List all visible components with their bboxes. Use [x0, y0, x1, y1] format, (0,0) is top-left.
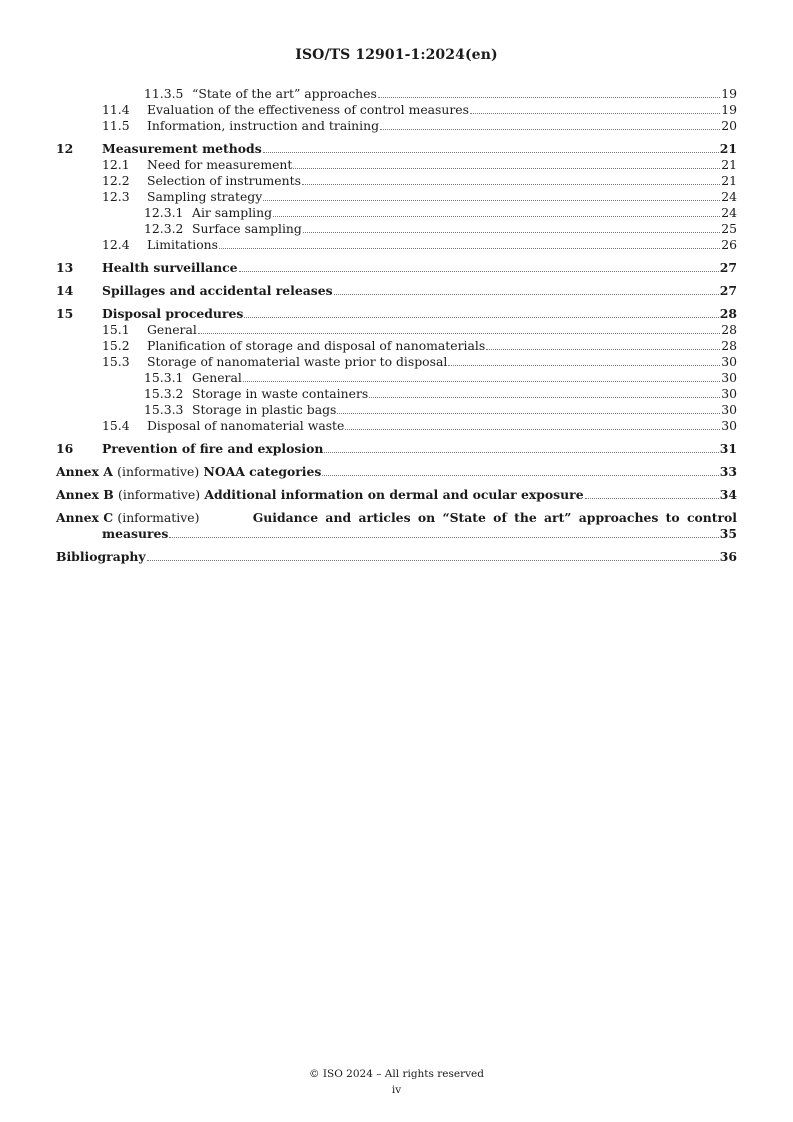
annex-tag: (informative)	[117, 510, 200, 525]
toc-number: 15.3	[102, 354, 130, 369]
toc-page: 19	[721, 86, 737, 101]
toc-entry-15-3-1[interactable]	[56, 370, 737, 386]
table-of-contents	[56, 86, 737, 565]
toc-number: 11.5	[102, 118, 130, 133]
toc-entry-16[interactable]	[56, 441, 737, 457]
dot-leader	[322, 474, 718, 476]
toc-entry-annex-c[interactable]	[56, 510, 737, 542]
toc-page: 30	[721, 402, 737, 417]
dot-leader	[470, 112, 720, 114]
annex-title-continuation	[56, 526, 737, 542]
dot-leader	[147, 559, 719, 561]
toc-number: 12.3.2	[144, 221, 184, 236]
toc-number: 12.3.1	[144, 205, 184, 220]
dot-leader	[198, 332, 720, 334]
dot-leader	[302, 183, 720, 185]
toc-page: 27	[719, 283, 737, 298]
toc-number: 12.2	[102, 173, 130, 188]
toc-number: 15.3.3	[144, 402, 184, 417]
toc-number: 15.2	[102, 338, 130, 353]
toc-title: “State of the art” approaches	[192, 86, 377, 101]
page-number: iv	[391, 1084, 402, 1096]
toc-page: 34	[719, 487, 737, 502]
toc-title: Spillages and accidental releases	[102, 283, 333, 298]
dot-leader	[585, 497, 719, 499]
annex-heading	[56, 464, 321, 480]
toc-page: 21	[721, 157, 737, 172]
toc-page: 30	[721, 354, 737, 369]
toc-title: Bibliography	[56, 549, 146, 564]
toc-number: 12.3	[102, 189, 130, 204]
toc-page: 26	[721, 237, 737, 252]
dot-leader	[380, 128, 720, 130]
toc-entry-13[interactable]	[56, 260, 737, 276]
toc-entry-12-3-1[interactable]	[56, 205, 737, 221]
toc-page: 19	[721, 102, 737, 117]
toc-page: 20	[721, 118, 737, 133]
toc-entry-15-2[interactable]	[56, 338, 737, 354]
toc-number: 13	[56, 260, 74, 275]
dot-leader	[378, 96, 720, 98]
dot-leader	[244, 316, 718, 318]
toc-entry-annex-b[interactable]	[56, 487, 737, 503]
toc-entry-annex-a[interactable]	[56, 464, 737, 480]
toc-page: 28	[719, 306, 737, 321]
page-footer	[0, 1066, 793, 1098]
toc-entry-15-3-2[interactable]	[56, 386, 737, 402]
toc-entry-12-4[interactable]	[56, 237, 737, 253]
annex-label: Annex C	[56, 510, 114, 525]
dot-leader	[303, 231, 720, 233]
toc-title: Planification of storage and disposal of nanomaterials	[147, 338, 486, 353]
toc-page: 30	[721, 386, 737, 401]
dot-leader	[169, 536, 718, 538]
dot-leader	[345, 428, 720, 430]
toc-number: 12.4	[102, 237, 130, 252]
toc-entry-15-3[interactable]	[56, 354, 737, 370]
annex-tag: (informative)	[118, 487, 201, 502]
dot-leader	[337, 412, 720, 414]
toc-entry-12-1[interactable]	[56, 157, 737, 173]
toc-entry-11-4[interactable]	[56, 102, 737, 118]
toc-title: General	[192, 370, 242, 385]
toc-entry-12[interactable]	[56, 141, 737, 157]
dot-leader	[239, 270, 719, 272]
toc-page: 31	[719, 441, 737, 456]
dot-leader	[263, 151, 719, 153]
annex-label: Annex B	[56, 487, 114, 502]
dot-leader	[448, 364, 720, 366]
toc-title: Storage of nanomaterial waste prior to disposal	[147, 354, 448, 369]
toc-page: 28	[721, 338, 737, 353]
toc-entry-15-4[interactable]	[56, 418, 737, 434]
toc-title: Need for measurement	[147, 157, 293, 172]
toc-title: Measurement methods	[102, 141, 262, 156]
toc-number: 12.1	[102, 157, 130, 172]
toc-entry-12-3[interactable]	[56, 189, 737, 205]
toc-title: Prevention of fire and explosion	[102, 441, 324, 456]
toc-number: 15	[56, 306, 74, 321]
toc-entry-15-3-3[interactable]	[56, 402, 737, 418]
toc-title: Limitations	[147, 237, 219, 252]
toc-page: 21	[719, 141, 737, 156]
toc-page: 27	[719, 260, 737, 275]
toc-title: Air sampling	[192, 205, 273, 220]
annex-title: Additional information on dermal and ocular exposure	[204, 487, 584, 502]
toc-number: 15.3.2	[144, 386, 184, 401]
toc-page: 30	[721, 418, 737, 433]
toc-entry-14[interactable]	[56, 283, 737, 299]
toc-page: 35	[719, 526, 737, 541]
toc-page: 33	[719, 464, 737, 479]
toc-title: Surface sampling	[192, 221, 302, 236]
dot-leader	[369, 396, 720, 398]
toc-entry-12-3-2[interactable]	[56, 221, 737, 237]
toc-entry-11-5[interactable]	[56, 118, 737, 134]
toc-title: Storage in waste containers	[192, 386, 369, 401]
toc-title: Information, instruction and training	[147, 118, 380, 133]
toc-number: 12	[56, 141, 74, 156]
annex-label: Annex A	[56, 464, 113, 479]
toc-number: 15.4	[102, 418, 130, 433]
annex-title-line-2: measures	[102, 526, 169, 541]
toc-title: General	[147, 322, 197, 337]
dot-leader	[324, 451, 718, 453]
toc-title: Sampling strategy	[147, 189, 263, 204]
toc-page: 36	[719, 549, 737, 564]
toc-title: Evaluation of the effectiveness of control measures	[147, 102, 469, 117]
dot-leader	[263, 199, 720, 201]
dot-leader	[293, 167, 720, 169]
annex-title-line-1: Guidance and articles on “State of the art” approaches to control	[252, 510, 737, 525]
toc-entry-11-3-5[interactable]	[56, 86, 737, 102]
toc-page: 24	[721, 205, 737, 220]
annex-heading	[56, 487, 584, 503]
annex-tag: (informative)	[117, 464, 200, 479]
dot-leader	[486, 348, 720, 350]
annex-heading	[56, 510, 737, 526]
toc-page: 30	[721, 370, 737, 385]
dot-leader	[273, 215, 720, 217]
document-id-header: ISO/TS 12901-1:2024(en)	[295, 47, 498, 63]
toc-page: 28	[721, 322, 737, 337]
toc-page: 24	[721, 189, 737, 204]
toc-title: Health surveillance	[102, 260, 238, 275]
annex-title: NOAA categories	[203, 464, 322, 479]
toc-page: 25	[721, 221, 737, 236]
toc-number: 14	[56, 283, 74, 298]
toc-entry-15-1[interactable]	[56, 322, 737, 338]
toc-number: 11.3.5	[144, 86, 184, 101]
toc-number: 15.1	[102, 322, 130, 337]
toc-entry-15[interactable]	[56, 306, 737, 322]
toc-title: Selection of instruments	[147, 173, 301, 188]
dot-leader	[219, 247, 720, 249]
toc-page: 21	[721, 173, 737, 188]
toc-title: Storage in plastic bags	[192, 402, 337, 417]
toc-entry-bibliography[interactable]	[56, 549, 737, 565]
toc-entry-12-2[interactable]	[56, 173, 737, 189]
toc-number: 16	[56, 441, 74, 456]
toc-number: 11.4	[102, 102, 130, 117]
toc-title: Disposal procedures	[102, 306, 244, 321]
dot-leader	[334, 293, 719, 295]
copyright-notice: © ISO 2024 – All rights reserved	[309, 1068, 484, 1080]
dot-leader	[243, 380, 720, 382]
toc-title: Disposal of nanomaterial waste	[147, 418, 345, 433]
toc-number: 15.3.1	[144, 370, 184, 385]
